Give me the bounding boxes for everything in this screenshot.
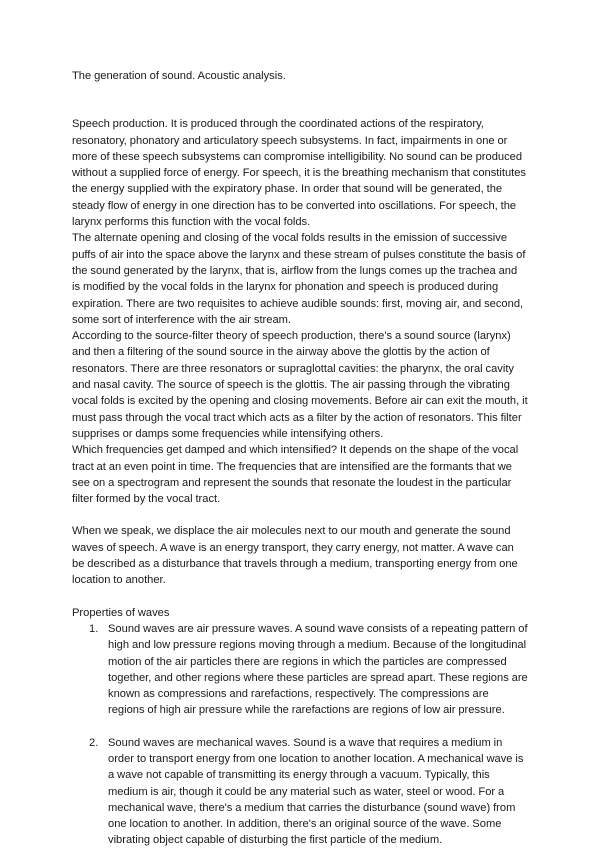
properties-list xyxy=(72,621,528,849)
paragraph-frequencies: Which frequencies get damped and which intensified? It depends on the shape of the vocal tract at an even point in time. The frequencies that are intensified are the formants that we see on a spectrogram and represent the sounds that resonate the loudest in the particular filter formed by the vocal tract. xyxy=(72,444,519,506)
paragraph-speech-production: Speech production. It is produced through the coordinated actions of the respiratory, resonatory, phonatory and articulatory speech subsystems. In fact, impairments in one or more of these speech subsystems can compromise intelligibility. No sound can be produced without a supplied force of energy. For speech, it is the breathing mechanism that constitutes the energy supplied with the expiratory phase. In order that sound will be generated, the steady flow of energy in one direction has to be converted into oscillations. For speech, the larynx performs this function with the vocal folds. xyxy=(72,118,527,229)
spacer xyxy=(72,100,528,116)
list-item-text: Sound waves are air pressure waves. A sound wave consists of a repeating pattern of high and low pressure regions moving through a medium. Because of the longitudinal motion of the air particles there are regions in which the particles are compressed together, and other regions where these particles are spread apart. These regions are known as compressions and rarefactions, respectively. The compressions are regions of high air pressure while the rarefactions are regions of low air pressure. xyxy=(108,622,528,717)
paragraph-sound-waves: When we speak, we displace the air molecules next to our mouth and generate the sound waves of speech. A wave is an energy transport, they carry energy, not matter. A wave can be described as a disturbance that travels through a medium, transporting energy from one location to another. xyxy=(72,525,518,587)
paragraph-vocal-folds: The alternate opening and closing of the vocal folds results in the emission of successive puffs of air into the space above the larynx and these stream of pulses constitute the basis of the sound generated by the larynx, that is, airflow from the lungs comes up the trachea and is modified by the vocal folds in the larynx for phonation and speech is produced during expiration. There are two requisites to achieve audible sounds: first, moving air, and second, some sort of interference with the air stream. xyxy=(72,232,526,326)
spacer xyxy=(72,507,528,523)
list-item-text: Sound waves are mechanical waves. Sound is a wave that requires a medium in order to transport energy from one location to another location. A mechanical wave is a wave not capable of transmitting its energy through a vacuum. Typically, this medium is air, though it could be any material such as water, steel or wood. For a mechanical wave, there's a medium that carries the disturbance (sound wave) from one location to another. In addition, there's an original source of the wave. Some vibrating object capable of disturbing the first particle of the medium. xyxy=(108,736,524,847)
document-title: The generation of sound. Acoustic analysis. xyxy=(72,70,286,82)
spacer xyxy=(72,589,528,605)
list-item-number: 2. xyxy=(89,736,99,749)
list-item-number: 1. xyxy=(89,622,99,635)
properties-heading: Properties of waves xyxy=(72,606,170,619)
paragraph-source-filter: According to the source-filter theory of speech production, there's a sound source (larynx) and then a filtering of the sound source in the airway above the glottis by the action of resonators. There are three resonators or supraglottal cavities: the pharynx, the oral cavity and nasal cavity. The source of speech is the glottis. The air passing through the vibrating vocal folds is excited by the opening and closing movements. Before air can exit the mouth, it must pass through the vocal tract which acts as a filter by the action of resonators. This filter supprises or damps some frequencies while intensifying others. xyxy=(72,330,528,440)
list-item xyxy=(89,735,528,849)
list-item xyxy=(89,621,528,719)
